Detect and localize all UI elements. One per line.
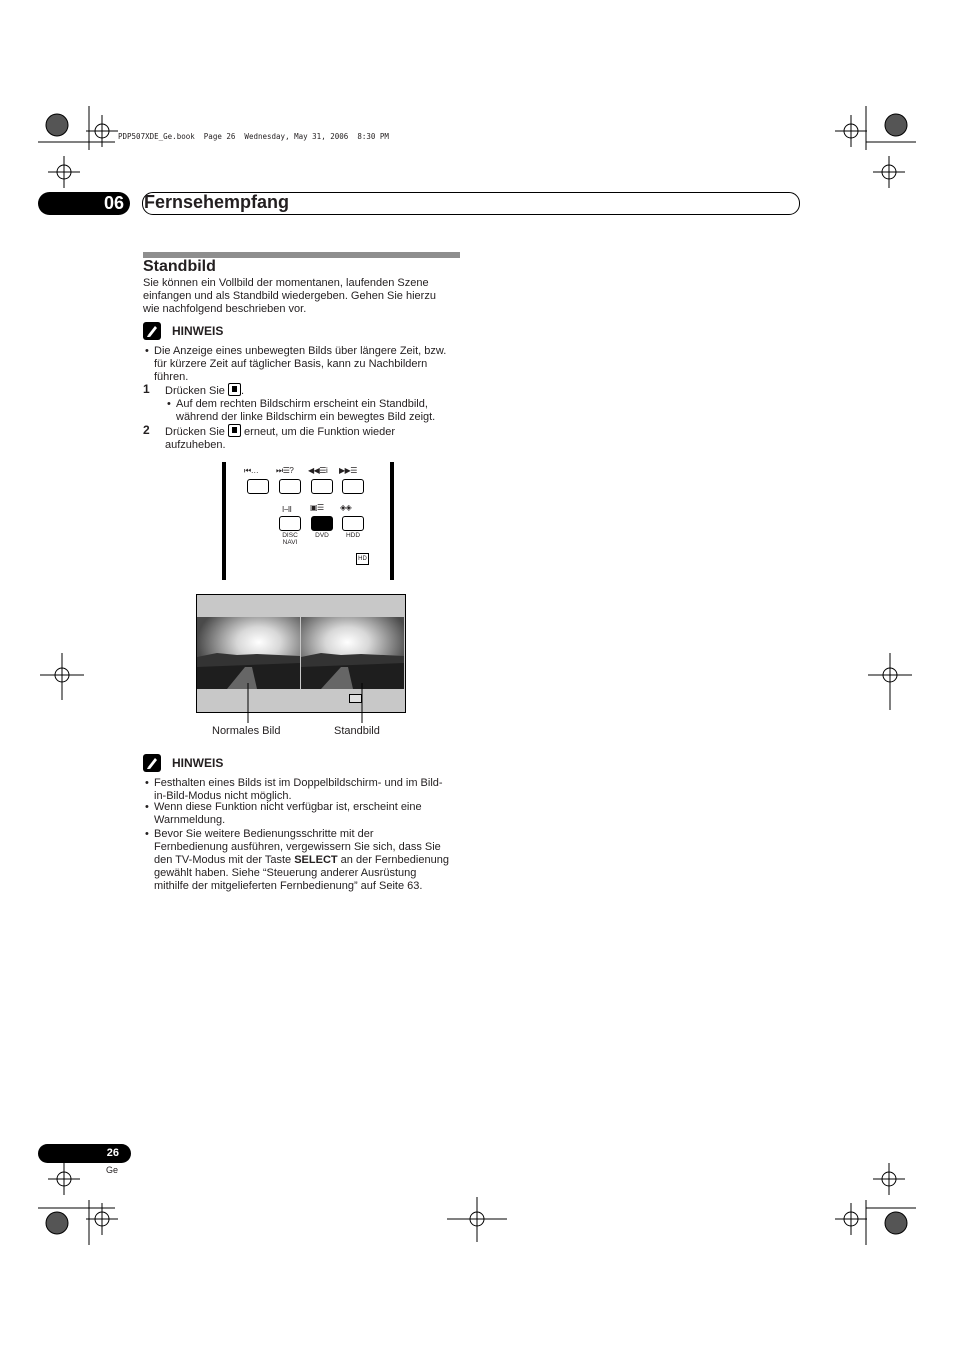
remote-button: [247, 479, 269, 494]
chapter-number: 06: [38, 192, 130, 215]
disc-navi-button: [279, 516, 301, 531]
still-image: [301, 617, 404, 689]
language-code: Ge: [106, 1165, 119, 1175]
note-label: HINWEIS: [172, 756, 224, 770]
hdd-label: HDD: [345, 532, 361, 539]
freeze-button-icon: [228, 424, 241, 437]
page-number: 26: [38, 1144, 131, 1163]
disc-navi-label: DISC NAVI: [282, 532, 298, 546]
note-bullet: • Die Anzeige eines unbewegten Bilds über längere Zeit, bzw. für kürzere Zeit auf täglicher Basis, kann zu Nachbildern führen.: [145, 345, 447, 383]
note-bullet: • Bevor Sie weitere Bedienungsschritte mit der Fernbedienung ausführen, vergewissern Sie sich, dass Sie den TV-Modus mit der Taste SELECT an der Fernbedienung gewählt haben. Siehe “Steuerung anderer Ausrüstung mithilfe der mitgelieferten Fernbedienung” auf Seite 63.: [145, 828, 449, 892]
section-intro: Sie können ein Vollbild der momentanen, laufenden Szene einfangen und als Standbild wiedergeben. Gehen Sie hierzu wie nachfolgend beschrieben vor.: [143, 277, 436, 316]
note-label: HINWEIS: [172, 324, 224, 338]
remote-button: [311, 479, 333, 494]
note-pencil-icon: [143, 754, 161, 772]
print-header: PDP507XDE_Ge.book Page 26 Wednesday, May 31, 2006 8:30 PM: [118, 132, 389, 141]
section-title: Standbild: [143, 258, 216, 275]
step-number: 2: [143, 423, 150, 437]
hd-icon: HD: [356, 553, 369, 565]
note-bullet: • Festhalten eines Bilds ist im Doppelbildschirm- und im Bild- in-Bild-Modus nicht möglich.: [145, 777, 443, 802]
split-screen-icon: ◈◈: [340, 503, 352, 512]
tv-screen-illustration: [196, 594, 406, 713]
fast-forward-icon: ▶▶☰: [339, 466, 357, 475]
step-text: Drücken Sie .: [165, 385, 245, 397]
note-bullet: • Wenn diese Funktion nicht verfügbar ist, erscheint eine Warnmeldung.: [145, 801, 422, 826]
chapter-title: Fernsehempfang: [144, 192, 290, 212]
normal-image-caption: Normales Bild: [212, 725, 281, 737]
rewind-icon: ◀◀☰i: [308, 466, 328, 475]
freeze-button-highlighted: [311, 516, 333, 531]
step-text: Drücken Sie erneut, um die Funktion wieder aufzuheben.: [165, 426, 396, 451]
freeze-icon: ▣☰: [310, 503, 324, 512]
dvd-label: DVD: [315, 532, 329, 539]
step-number: 1: [143, 382, 150, 396]
remote-control-illustration: [222, 462, 394, 580]
freeze-indicator-icon: [349, 694, 362, 703]
remote-button: [342, 479, 364, 494]
step-sub-bullet: • Auf dem rechten Bildschirm erscheint ein Standbild, während der linke Bildschirm ein bewegtes Bild zeigt.: [167, 398, 436, 423]
hdd-button: [342, 516, 364, 531]
normal-image: [197, 617, 300, 689]
audio-mode-icon: I−II: [282, 505, 292, 514]
next-chapter-icon: ⏭☰?: [276, 466, 294, 475]
still-image-caption: Standbild: [334, 725, 380, 737]
freeze-button-icon: [228, 383, 241, 396]
remote-button: [279, 479, 301, 494]
prev-chapter-icon: ⏮…: [244, 466, 259, 475]
note-pencil-icon: [143, 322, 161, 340]
